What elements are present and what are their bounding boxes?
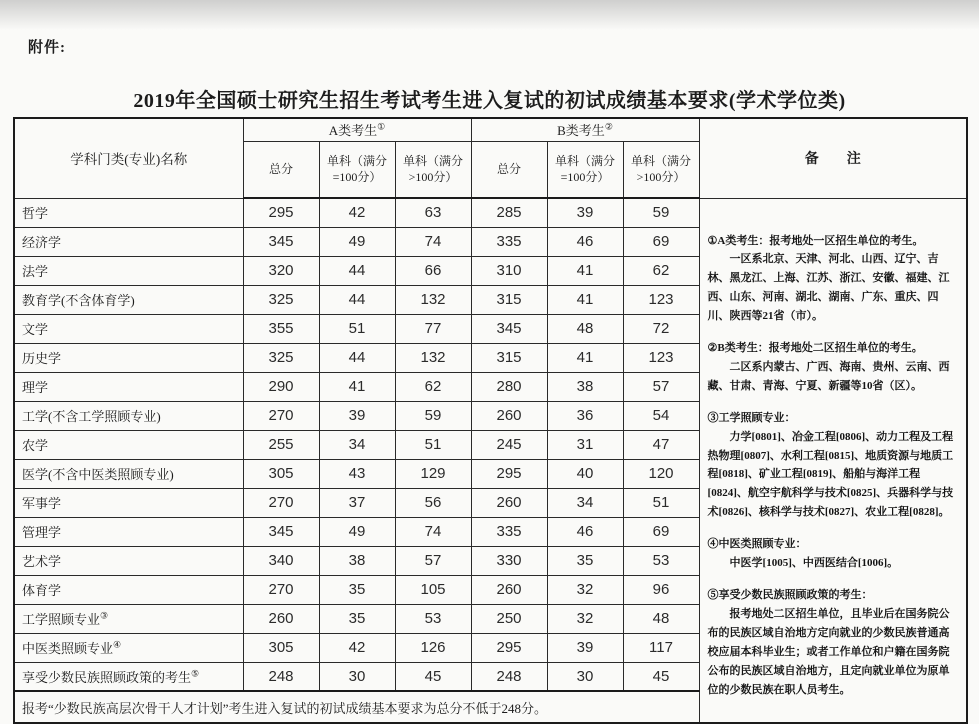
score-cell: 69: [623, 517, 699, 546]
score-cell: 37: [319, 488, 395, 517]
score-cell: 320: [243, 256, 319, 285]
score-cell: 245: [471, 430, 547, 459]
group-a-header: [243, 118, 471, 141]
score-cell: 34: [547, 488, 623, 517]
table-body: [14, 198, 967, 723]
score-cell: 132: [395, 285, 471, 314]
note-head: ②B类考生：报考地处二区招生单位的考生。: [707, 342, 923, 355]
score-cell: 41: [547, 343, 623, 372]
group-a-sup: ①: [377, 121, 386, 132]
score-cell: 51: [395, 430, 471, 459]
note-body: 中医学[1005]、中西医结合[1006]。: [729, 557, 899, 570]
score-cell: 260: [471, 575, 547, 604]
subject-label: 理学: [22, 380, 49, 395]
note-section: [708, 339, 959, 396]
score-cell: 248: [243, 662, 319, 691]
score-cell: 46: [547, 227, 623, 256]
score-cell: 335: [471, 517, 547, 546]
score-cell: 96: [623, 575, 699, 604]
score-cell: 44: [319, 256, 395, 285]
score-cell: 59: [395, 401, 471, 430]
note-body: 力学[0801]、冶金工程[0806]、动力工程及工程热物理[0807]、水利工程[0815]、地质资源与地质工程[0818]、矿业工程[0819]、船舶与海洋工程[0824]、航空宇航科学与技术[0825]、兵器科学与技术[0826]、核科学与技术[0827]、农业工程[0828]。: [707, 430, 954, 519]
score-cell: 53: [623, 546, 699, 575]
subject-name-cell: [14, 488, 243, 517]
score-cell: 250: [471, 604, 547, 633]
score-cell: 295: [243, 198, 319, 227]
score-cell: 30: [319, 662, 395, 691]
score-cell: 315: [471, 343, 547, 372]
score-cell: 63: [395, 198, 471, 227]
score-cell: 32: [547, 575, 623, 604]
subject-label: 享受少数民族照顾政策的考生: [22, 669, 192, 685]
table-header: [14, 118, 967, 198]
score-cell: 41: [319, 372, 395, 401]
score-cell: 260: [243, 604, 319, 633]
page-title: 2019年全国硕士研究生招生考试考生进入复试的初试成绩基本要求(学术学位类): [133, 90, 846, 112]
subject-label: 艺术学: [22, 554, 62, 569]
score-cell: 39: [547, 198, 623, 227]
subject-sup: ③: [100, 610, 109, 621]
score-cell: 325: [243, 343, 319, 372]
note-head: ④中医类照顾专业：: [707, 538, 807, 551]
note-head: ⑤享受少数民族照顾政策的考生：: [707, 589, 873, 601]
score-cell: 46: [547, 517, 623, 546]
subject-label: 经济学: [22, 235, 62, 250]
subject-label: 军事学: [22, 496, 62, 511]
a-single-gt100-header: 单科（满分>100分）: [395, 141, 471, 198]
score-cell: 51: [623, 488, 699, 517]
score-cell: 355: [243, 314, 319, 343]
subject-label: 工学照顾专业: [22, 612, 101, 627]
subject-label: 医学(不含中医类照顾专业): [22, 467, 174, 482]
subject-label: 管理学: [22, 525, 62, 540]
score-cell: 270: [243, 401, 319, 430]
score-cell: 47: [623, 430, 699, 459]
note-body: 一区系北京、天津、河北、山西、辽宁、吉林、黑龙江、上海、江苏、浙江、安徽、福建、江西、山东、河南、湖北、湖南、广东、重庆、四川、陕西等21省（市）。: [707, 253, 950, 323]
b-total-header: 总分: [471, 141, 547, 198]
score-cell: 49: [319, 517, 395, 546]
group-b-sup: ②: [604, 121, 613, 132]
score-cell: 335: [471, 227, 547, 256]
score-cell: 44: [319, 285, 395, 314]
score-cell: 43: [319, 459, 395, 488]
notes-content: [700, 199, 967, 700]
subject-name-cell: [14, 633, 243, 662]
score-cell: 260: [471, 488, 547, 517]
score-cell: 255: [243, 430, 319, 459]
score-cell: 295: [471, 633, 547, 662]
score-cell: 132: [395, 343, 471, 372]
score-cell: 345: [471, 314, 547, 343]
score-cell: 315: [471, 285, 547, 314]
score-cell: 34: [319, 430, 395, 459]
score-cell: 48: [623, 604, 699, 633]
score-cell: 59: [623, 198, 699, 227]
score-cell: 330: [471, 546, 547, 575]
footnote-text: 报考“少数民族高层次骨干人才计划”考生进入复试的初试成绩基本要求为总分不低于248分。: [14, 691, 699, 723]
score-cell: 285: [471, 198, 547, 227]
score-cell: 45: [395, 662, 471, 691]
score-cell: 345: [243, 227, 319, 256]
subject-name-cell: [14, 227, 243, 256]
score-requirements-table: [13, 117, 968, 724]
note-section: [708, 535, 959, 573]
score-cell: 74: [395, 227, 471, 256]
score-cell: 77: [395, 314, 471, 343]
score-cell: 44: [319, 343, 395, 372]
score-cell: 38: [319, 546, 395, 575]
score-cell: 248: [471, 662, 547, 691]
score-cell: 295: [471, 459, 547, 488]
subject-label: 历史学: [22, 351, 62, 366]
a-total-header: 总分: [243, 141, 319, 198]
score-cell: 39: [547, 633, 623, 662]
subject-name-cell: [14, 575, 243, 604]
score-cell: 340: [243, 546, 319, 575]
score-cell: 53: [395, 604, 471, 633]
subject-name-cell: [14, 198, 243, 227]
subject-name-cell: [14, 401, 243, 430]
score-cell: 48: [547, 314, 623, 343]
score-cell: 62: [395, 372, 471, 401]
score-cell: 123: [623, 285, 699, 314]
subject-name-cell: [14, 372, 243, 401]
subject-label: 文学: [22, 322, 49, 337]
score-cell: 270: [243, 488, 319, 517]
attachment-label: 附件:: [28, 40, 66, 56]
score-cell: 45: [623, 662, 699, 691]
score-cell: 40: [547, 459, 623, 488]
score-cell: 32: [547, 604, 623, 633]
score-cell: 117: [623, 633, 699, 662]
score-cell: 41: [547, 285, 623, 314]
group-a-label: A类考生: [328, 123, 378, 139]
group-b-label: B类考生: [557, 123, 605, 139]
note-body: 二区系内蒙古、广西、海南、贵州、云南、西藏、甘肃、青海、宁夏、新疆等10省（区）。: [707, 360, 950, 392]
subject-name-cell: [14, 517, 243, 546]
subject-name-cell: [14, 546, 243, 575]
score-cell: 72: [623, 314, 699, 343]
subject-label: 体育学: [22, 583, 62, 598]
score-cell: 62: [623, 256, 699, 285]
score-cell: 310: [471, 256, 547, 285]
subject-name-cell: [14, 604, 243, 633]
subject-name-cell: [14, 256, 243, 285]
score-cell: 41: [547, 256, 623, 285]
note-section: [708, 586, 959, 699]
score-cell: 35: [547, 546, 623, 575]
note-head: ③工学照顾专业：: [707, 411, 796, 424]
score-cell: 38: [547, 372, 623, 401]
score-cell: 123: [623, 343, 699, 372]
a-single-eq100-header: 单科（满分=100分）: [319, 141, 395, 198]
subject-name-cell: [14, 459, 243, 488]
b-single-gt100-header: 单科（满分>100分）: [623, 141, 699, 198]
score-cell: 105: [395, 575, 471, 604]
score-cell: 35: [319, 575, 395, 604]
score-cell: 49: [319, 227, 395, 256]
subject-label: 教育学(不含体育学): [22, 293, 135, 308]
subject-sup: ⑤: [191, 668, 200, 679]
note-section: [708, 409, 959, 522]
score-cell: 260: [471, 401, 547, 430]
subject-name-cell: [14, 343, 243, 372]
score-cell: 30: [547, 662, 623, 691]
notes-cell: [699, 198, 967, 723]
table-row: [14, 198, 967, 227]
score-cell: 325: [243, 285, 319, 314]
note-body: 报考地处二区招生单位，且毕业后在国务院公布的民族区域自治地方定向就业的少数民族普通高校应届本科毕业生；或者工作单位和户籍在国务院公布的民族区域自治地方，且定向就业单位为原单位的少数民族在职人员考生。: [707, 607, 950, 696]
score-cell: 120: [623, 459, 699, 488]
score-cell: 51: [319, 314, 395, 343]
score-cell: 305: [243, 633, 319, 662]
subject-label: 工学(不含工学照顾专业): [22, 409, 161, 424]
score-cell: 57: [395, 546, 471, 575]
group-b-header: [471, 118, 699, 141]
subject-name-cell: [14, 285, 243, 314]
score-cell: 129: [395, 459, 471, 488]
score-cell: 66: [395, 256, 471, 285]
subject-label: 农学: [22, 438, 49, 453]
subject-label: 中医类照顾专业: [22, 641, 114, 656]
score-cell: 39: [319, 401, 395, 430]
score-cell: 280: [471, 372, 547, 401]
score-cell: 57: [623, 372, 699, 401]
score-cell: 42: [319, 198, 395, 227]
score-cell: 126: [395, 633, 471, 662]
score-cell: 305: [243, 459, 319, 488]
note-section: [708, 232, 959, 327]
score-cell: 345: [243, 517, 319, 546]
top-gray-band: [0, 0, 979, 30]
subject-name-cell: [14, 430, 243, 459]
score-cell: 56: [395, 488, 471, 517]
b-single-eq100-header: 单科（满分=100分）: [547, 141, 623, 198]
subject-column-header: 学科门类(专业)名称: [14, 118, 243, 198]
score-cell: 270: [243, 575, 319, 604]
score-cell: 290: [243, 372, 319, 401]
subject-sup: ④: [113, 639, 122, 650]
subject-name-cell: [14, 662, 243, 691]
notes-column-header: 备 注: [699, 118, 967, 198]
subject-label: 哲学: [22, 206, 49, 221]
score-cell: 54: [623, 401, 699, 430]
subject-name-cell: [14, 314, 243, 343]
subject-label: 法学: [22, 264, 49, 279]
score-cell: 74: [395, 517, 471, 546]
score-cell: 31: [547, 430, 623, 459]
score-cell: 42: [319, 633, 395, 662]
score-cell: 69: [623, 227, 699, 256]
score-cell: 36: [547, 401, 623, 430]
note-head: ①A类考生：报考地处一区招生单位的考生。: [707, 234, 924, 247]
score-cell: 35: [319, 604, 395, 633]
